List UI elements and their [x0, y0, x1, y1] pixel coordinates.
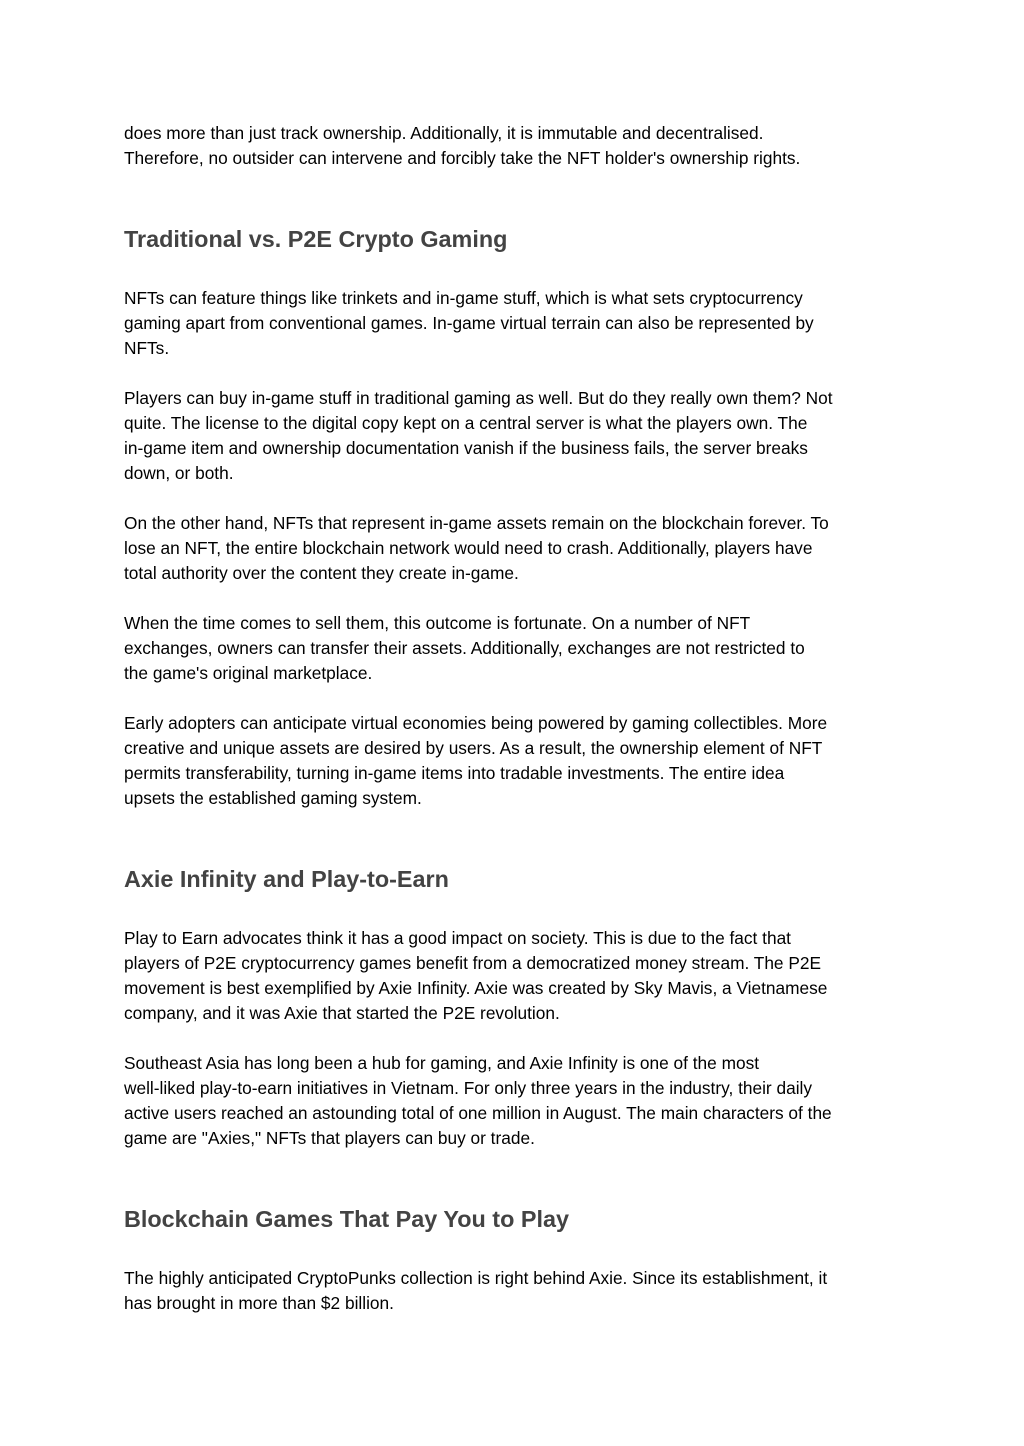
text-line: permits transferability, turning in-game items into tradable investments. The entire idea	[124, 763, 785, 783]
text-line: total authority over the content they create in-game.	[124, 563, 519, 583]
text-line: NFTs can feature things like trinkets and in-game stuff, which is what sets cryptocurrency	[124, 288, 803, 308]
text-line: The highly anticipated CryptoPunks collection is right behind Axie. Since its establishment, it	[124, 1268, 828, 1288]
text-line: Southeast Asia has long been a hub for gaming, and Axie Infinity is one of the most	[124, 1053, 760, 1073]
paragraph	[124, 926, 904, 1026]
text-line: players of P2E cryptocurrency games benefit from a democratized money stream. The P2E	[124, 953, 822, 973]
paragraph	[124, 711, 904, 811]
text-line: movement is best exemplified by Axie Infinity. Axie was created by Sky Mavis, a Vietnamese	[124, 978, 828, 998]
document-body	[124, 121, 904, 1316]
text-line: Play to Earn advocates think it has a good impact on society. This is due to the fact that	[124, 928, 791, 948]
text-line: On the other hand, NFTs that represent in-game assets remain on the blockchain forever. To	[124, 513, 829, 533]
text-line: NFTs.	[124, 338, 170, 358]
text-line: does more than just track ownership. Additionally, it is immutable and decentralised.	[124, 123, 764, 143]
text-line: exchanges, owners can transfer their assets. Additionally, exchanges are not restricted to	[124, 638, 805, 658]
text-line: well-liked play-to-earn initiatives in Vietnam. For only three years in the industry, their daily	[124, 1078, 813, 1098]
text-line: creative and unique assets are desired by users. As a result, the ownership element of NFT	[124, 738, 823, 758]
text-line: game are "Axies," NFTs that players can buy or trade.	[124, 1128, 535, 1148]
text-line: upsets the established gaming system.	[124, 788, 422, 808]
text-line: down, or both.	[124, 463, 234, 483]
text-line: lose an NFT, the entire blockchain network would need to crash. Additionally, players have	[124, 538, 813, 558]
text-line: When the time comes to sell them, this outcome is fortunate. On a number of NFT	[124, 613, 751, 633]
text-line: in-game item and ownership documentation vanish if the business fails, the server breaks	[124, 438, 808, 458]
section-heading: Traditional vs. P2E Crypto Gaming	[124, 226, 508, 252]
text-line: active users reached an astounding total of one million in August. The main characters of the	[124, 1103, 832, 1123]
paragraph	[124, 386, 904, 486]
text-line: Therefore, no outsider can intervene and forcibly take the NFT holder's ownership rights.	[124, 148, 801, 168]
intro-paragraph	[124, 121, 904, 171]
paragraph	[124, 511, 904, 586]
text-line: Early adopters can anticipate virtual economies being powered by gaming collectibles. More	[124, 713, 828, 733]
section-heading: Blockchain Games That Pay You to Play	[124, 1206, 570, 1232]
text-line: company, and it was Axie that started the P2E revolution.	[124, 1003, 560, 1023]
text-line: quite. The license to the digital copy kept on a central server is what the players own. The	[124, 413, 808, 433]
text-line: has brought in more than $2 billion.	[124, 1293, 394, 1313]
text-line: Players can buy in-game stuff in traditional gaming as well. But do they really own them? Not	[124, 388, 833, 408]
paragraph	[124, 286, 904, 361]
section-heading: Axie Infinity and Play-to-Earn	[124, 866, 449, 892]
paragraph	[124, 1051, 904, 1151]
text-line: gaming apart from conventional games. In-game virtual terrain can also be represented by	[124, 313, 814, 333]
paragraph	[124, 611, 904, 686]
text-line: the game's original marketplace.	[124, 663, 373, 683]
paragraph	[124, 1266, 904, 1316]
